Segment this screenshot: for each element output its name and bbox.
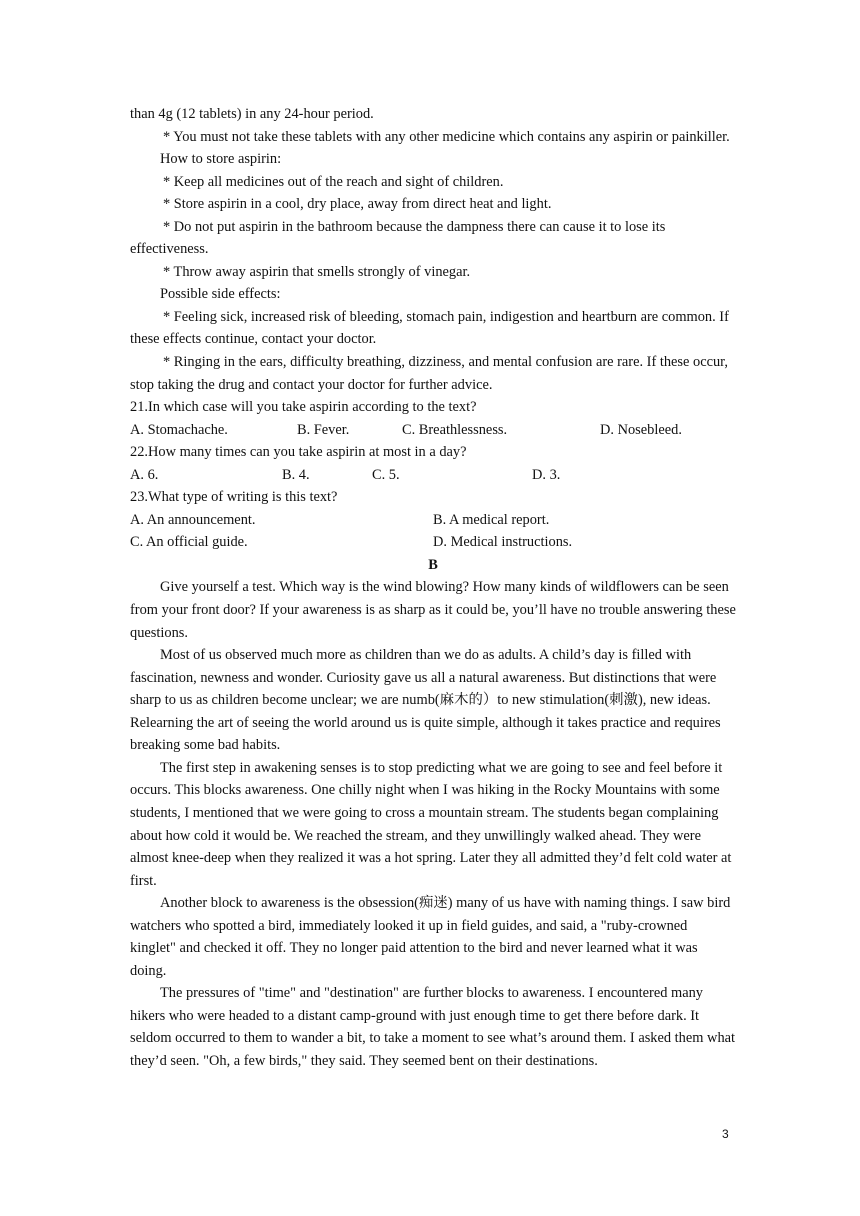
side-effect-item: * Feeling sick, increased risk of bleeding, stomach pain, indigestion and heartburn are common. If these effects continue, contact your doctor. <box>130 308 729 348</box>
option-c: C. 5. <box>372 466 400 483</box>
store-item: * Keep all medicines out of the reach and sight of children. <box>163 173 504 190</box>
store-item: * Store aspirin in a cool, dry place, away from direct heat and light. <box>163 196 552 213</box>
question-stem: 21.In which case will you take aspirin according to the text? <box>130 399 477 416</box>
option-d: D. Nosebleed. <box>600 421 682 438</box>
side-effect-item: * Ringing in the ears, difficulty breathing, dizziness, and mental confusion are rare. If these occur, stop taking the drug and contact your doctor for further advice. <box>130 354 729 393</box>
paragraph: Most of us observed much more as children than we do as adults. A child’s day is filled with fascination, newness and wonder. Curiosity gave us all a natural awareness. But distinctions that were sharp to us as children become unclear; we are numb(麻木的）to new stimulation(刺激), new ideas. Relearning the art of seeing the world around us is quite simple, although it takes practice and requires breaking some bad habits. <box>130 647 721 754</box>
side-effects-heading: Possible side effects: <box>160 286 281 303</box>
option-b: B. A medical report. <box>433 511 550 528</box>
paragraph: Give yourself a test. Which way is the wind blowing? How many kinds of wildflowers can be seen from your front door? If your awareness is as sharp as it could be, you’ll have no trouble answering these questions. <box>130 579 736 641</box>
paragraph: The pressures of "time" and "destination" are further blocks to awareness. I encountered many hikers who were headed to a distant camp-ground with just enough time to get there before dark. It seldom occurred to them to wander a bit, to take a moment to see what’s around them. I asked them what they’d seen. "Oh, a few birds," they said. They seemed bent on their destinations. <box>130 985 736 1069</box>
option-c: C. Breathlessness. <box>402 421 508 438</box>
option-b: B. Fever. <box>297 421 350 438</box>
paragraph: The first step in awakening senses is to stop predicting what we are going to see and feel before it occurs. This blocks awareness. One chilly night when I was hiking in the Rocky Mountains with some students, I mentioned that we were going to cross a mountain stream. The students began complaining about how cold it would be. We reached the stream, and they unwillingly walked ahead. They were almost knee-deep when they realized it was a hot spring. Later they all admitted they’d felt cold water at first. <box>130 759 732 889</box>
question-options <box>130 464 736 487</box>
warning-item: * You must not take these tablets with any other medicine which contains any aspirin or painkiller. <box>163 128 730 145</box>
store-heading: How to store aspirin: <box>160 151 282 168</box>
page-number: 3 <box>722 1127 729 1141</box>
section-heading: B <box>428 556 438 573</box>
dose-text: than 4g (12 tablets) in any 24-hour period. <box>130 106 374 122</box>
question-stem: 22.How many times can you take aspirin at most in a day? <box>130 444 467 461</box>
option-a: A. Stomachache. <box>130 421 228 438</box>
option-a: A. 6. <box>130 466 159 483</box>
option-a: A. An announcement. <box>130 511 256 528</box>
option-c: C. An official guide. <box>130 534 248 551</box>
question-options <box>130 509 736 532</box>
store-item: * Do not put aspirin in the bathroom because the dampness there can cause it to lose its effectiveness. <box>130 218 666 258</box>
option-b: B. 4. <box>282 466 310 483</box>
store-item: * Throw away aspirin that smells strongly of vinegar. <box>163 263 471 280</box>
question-stem: 23.What type of writing is this text? <box>130 489 338 506</box>
question-options <box>130 419 736 442</box>
paragraph: Another block to awareness is the obsession(痴迷) many of us have with naming things. I saw bird watchers who spotted a bird, immediately looked it up in field guides, and said, a "ruby-crowned kinglet" and checked it off. They no longer paid attention to the bird and never learned what it was doing. <box>130 895 731 979</box>
option-d: D. Medical instructions. <box>433 534 573 551</box>
document-page <box>130 103 736 1073</box>
question-options <box>130 531 736 554</box>
option-d: D. 3. <box>532 466 561 483</box>
